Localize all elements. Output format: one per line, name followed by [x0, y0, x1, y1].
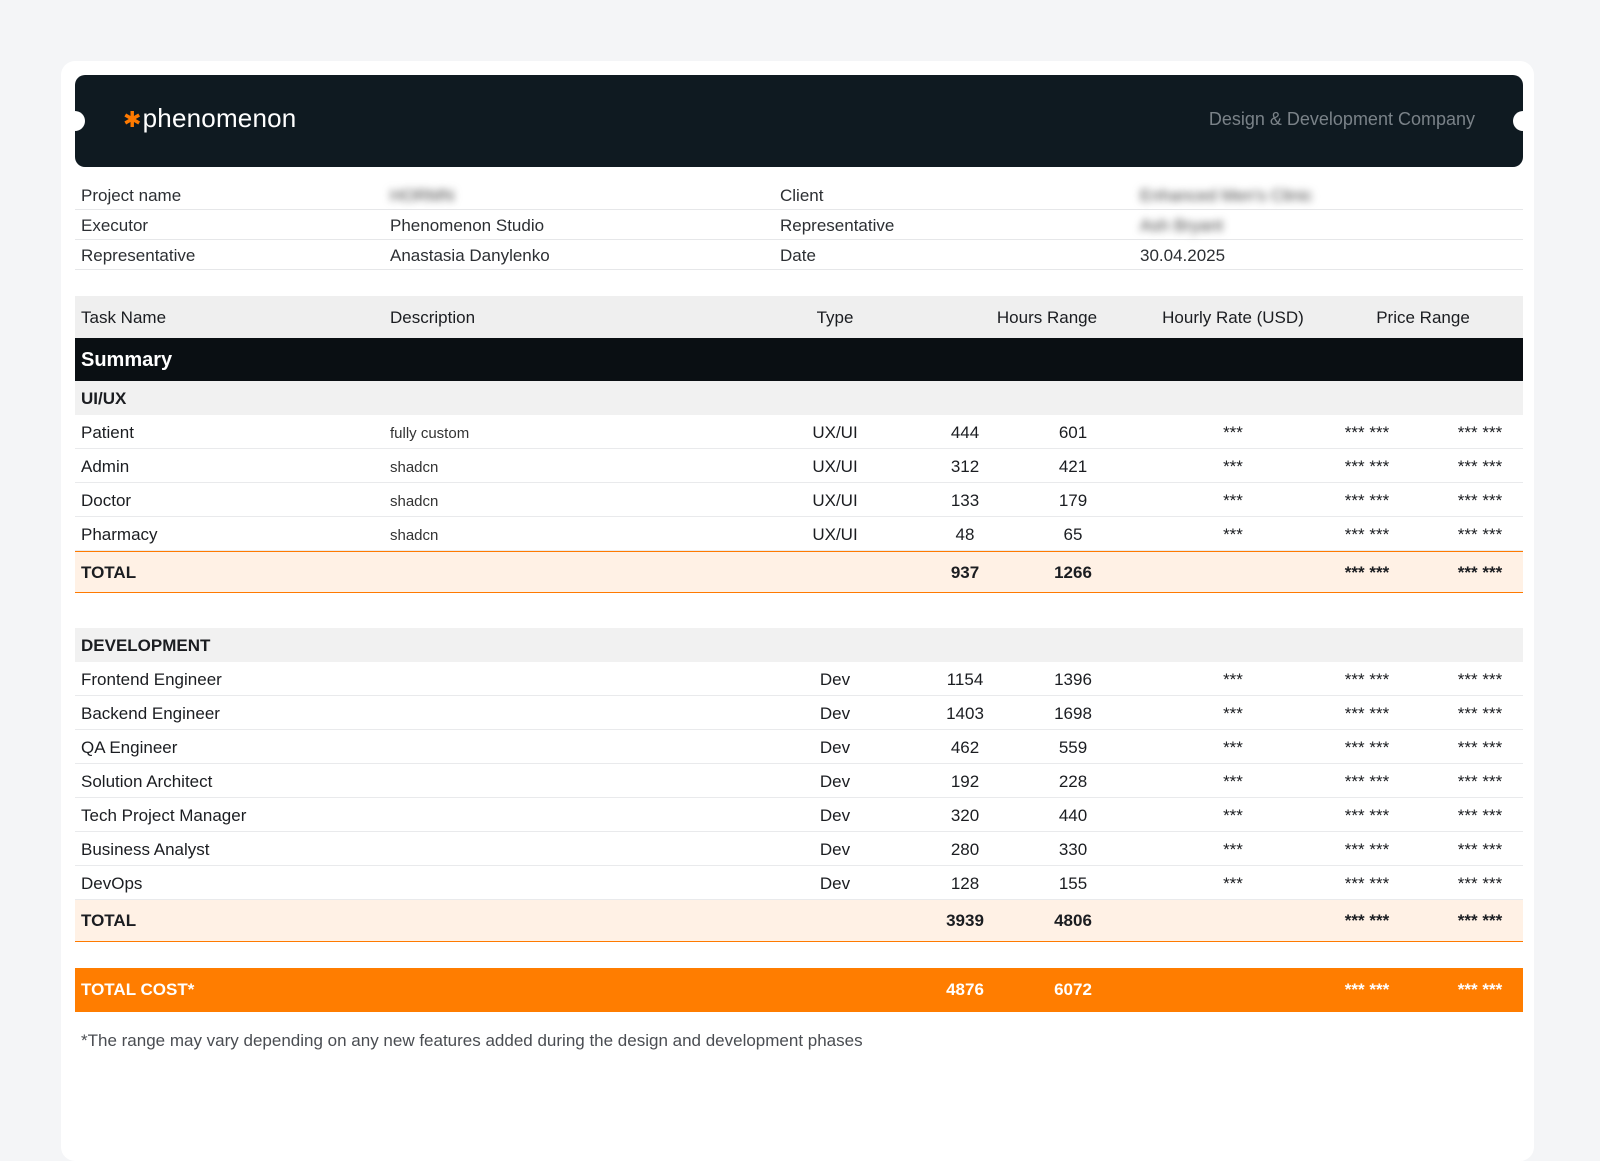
price-max: *** ***: [1457, 525, 1503, 544]
task-name: Tech Project Manager: [81, 806, 247, 825]
company-tagline: Design & Development Company: [1208, 109, 1475, 129]
price-min: *** ***: [1344, 806, 1390, 825]
hourly-rate: ***: [1223, 525, 1243, 544]
summary-bar: [75, 338, 1523, 381]
hourly-rate: ***: [1223, 491, 1243, 510]
hours-max: 559: [1058, 738, 1088, 757]
client-value: Enhanced Men's Clinic: [1140, 186, 1313, 205]
header-description: Description: [390, 308, 476, 327]
task-name: Admin: [81, 457, 130, 476]
hours-min: 1403: [946, 704, 984, 723]
price-max: *** ***: [1457, 457, 1503, 476]
price-max: *** ***: [1457, 738, 1503, 757]
company-logo: [123, 103, 296, 134]
header-price-range: Price Range: [1376, 308, 1470, 327]
task-name: Solution Architect: [81, 772, 213, 791]
hourly-rate: ***: [1223, 457, 1243, 476]
hours-max: 155: [1058, 874, 1088, 893]
hours-max: 1698: [1054, 704, 1092, 723]
date-label: Date: [780, 246, 816, 265]
task-type: Dev: [819, 670, 851, 689]
price-max: *** ***: [1457, 423, 1503, 442]
grand-total-hours-max: 6072: [1054, 980, 1092, 999]
price-min: *** ***: [1344, 491, 1390, 510]
section-title: DEVELOPMENT: [81, 636, 211, 655]
price-min: *** ***: [1344, 525, 1390, 544]
task-name: DevOps: [81, 874, 143, 893]
hours-min: 280: [950, 840, 980, 859]
price-max: *** ***: [1457, 704, 1503, 723]
task-type: UX/UI: [812, 491, 858, 510]
table-row: [75, 517, 1523, 551]
table-row: [75, 866, 1523, 900]
hourly-rate: ***: [1223, 806, 1243, 825]
section-development: [75, 628, 1523, 662]
hours-min: 1154: [946, 670, 984, 689]
hourly-rate: ***: [1223, 670, 1243, 689]
hours-max: 330: [1058, 840, 1088, 859]
info-row-representative: [75, 240, 1523, 270]
task-type: Dev: [819, 704, 851, 723]
project-info: [75, 180, 1523, 270]
task-description: fully custom: [390, 425, 470, 442]
hours-max: 421: [1058, 457, 1088, 476]
section-uiux: [75, 381, 1523, 415]
hours-min: 312: [950, 457, 980, 476]
summary-title: Summary: [81, 349, 173, 371]
uiux-total-row: [75, 551, 1523, 593]
header-notch-left: [75, 111, 85, 131]
executor-representative-label: Representative: [81, 246, 196, 265]
price-min: *** ***: [1344, 457, 1390, 476]
price-max: *** ***: [1457, 806, 1503, 825]
price-max: *** ***: [1457, 772, 1503, 791]
hours-min: 192: [950, 772, 980, 791]
hours-min: 444: [950, 423, 980, 442]
price-min: *** ***: [1344, 874, 1390, 893]
hourly-rate: ***: [1223, 704, 1243, 723]
table-row: [75, 449, 1523, 483]
info-row-executor: [75, 210, 1523, 240]
task-description: shadcn: [390, 493, 439, 510]
project-name-label: Project name: [81, 186, 182, 205]
hourly-rate: ***: [1223, 772, 1243, 791]
hours-max: 179: [1058, 491, 1088, 510]
task-type: UX/UI: [812, 525, 858, 544]
client-label: Client: [780, 186, 824, 205]
table-row: [75, 415, 1523, 449]
table-header: [75, 296, 1523, 338]
price-max: *** ***: [1457, 491, 1503, 510]
price-min: *** ***: [1344, 423, 1390, 442]
hourly-rate: ***: [1223, 874, 1243, 893]
price-max: *** ***: [1457, 670, 1503, 689]
info-row-project: [75, 180, 1523, 210]
total-hours-max: 1266: [1054, 563, 1092, 582]
task-name: QA Engineer: [81, 738, 178, 757]
total-label: TOTAL: [81, 563, 137, 582]
task-name: Frontend Engineer: [81, 670, 222, 689]
grand-total-price-max: *** ***: [1457, 980, 1503, 999]
page-header: [75, 75, 1523, 167]
task-type: Dev: [819, 806, 851, 825]
price-min: *** ***: [1344, 840, 1390, 859]
hourly-rate: ***: [1223, 738, 1243, 757]
task-name: Doctor: [81, 491, 132, 510]
table-row: [75, 730, 1523, 764]
hours-max: 65: [1063, 525, 1083, 544]
hourly-rate: ***: [1223, 423, 1243, 442]
header-hours-range: Hours Range: [996, 308, 1098, 327]
hourly-rate: ***: [1223, 840, 1243, 859]
hours-max: 601: [1058, 423, 1088, 442]
total-hours-min: 3939: [946, 911, 984, 930]
header-type: Type: [816, 308, 854, 327]
price-min: *** ***: [1344, 738, 1390, 757]
hours-min: 462: [950, 738, 980, 757]
header-task-name: Task Name: [81, 308, 167, 327]
header-hourly-rate: Hourly Rate (USD): [1162, 308, 1304, 327]
task-type: UX/UI: [812, 423, 858, 442]
hours-max: 1396: [1054, 670, 1092, 689]
hours-max: 228: [1058, 772, 1088, 791]
executor-value: Phenomenon Studio: [390, 216, 545, 235]
total-price-max: *** ***: [1457, 563, 1503, 582]
table-row: [75, 662, 1523, 696]
hours-max: 440: [1058, 806, 1088, 825]
task-name: Backend Engineer: [81, 704, 220, 723]
total-hours-max: 4806: [1054, 911, 1092, 930]
table-row: [75, 764, 1523, 798]
logo-text: phenomenon: [142, 103, 297, 133]
price-min: *** ***: [1344, 772, 1390, 791]
executor-representative-value: Anastasia Danylenko: [390, 246, 550, 265]
grand-total-row: [75, 968, 1523, 1012]
total-hours-min: 937: [950, 563, 980, 582]
table-row: [75, 696, 1523, 730]
executor-label: Executor: [81, 216, 149, 235]
table-row: [75, 798, 1523, 832]
price-max: *** ***: [1457, 874, 1503, 893]
grand-total-label: TOTAL COST*: [81, 980, 195, 999]
total-price-min: *** ***: [1344, 911, 1390, 930]
table-row: [75, 483, 1523, 517]
client-representative-label: Representative: [780, 216, 895, 235]
price-max: *** ***: [1457, 840, 1503, 859]
asterisk-icon: ✱: [123, 107, 142, 132]
task-type: Dev: [819, 840, 851, 859]
hours-min: 320: [950, 806, 980, 825]
grand-total-hours-min: 4876: [946, 980, 984, 999]
total-price-min: *** ***: [1344, 563, 1390, 582]
table-row: [75, 832, 1523, 866]
task-type: Dev: [819, 772, 851, 791]
price-min: *** ***: [1344, 670, 1390, 689]
task-type: Dev: [819, 738, 851, 757]
price-min: *** ***: [1344, 704, 1390, 723]
task-type: UX/UI: [812, 457, 858, 476]
footnote: *The range may vary depending on any new features added during the design and development phases: [81, 1031, 863, 1050]
client-representative-value: Ash Bryant: [1140, 216, 1224, 235]
section-title: UI/UX: [81, 389, 127, 408]
task-description: shadcn: [390, 527, 439, 544]
total-label: TOTAL: [81, 911, 137, 930]
date-value: 30.04.2025: [1140, 246, 1226, 265]
total-price-max: *** ***: [1457, 911, 1503, 930]
hours-min: 48: [955, 525, 975, 544]
task-name: Pharmacy: [81, 525, 158, 544]
task-type: Dev: [819, 874, 851, 893]
project-name-value: HORMN: [390, 186, 455, 205]
task-description: shadcn: [390, 459, 439, 476]
development-total-row: [75, 900, 1523, 942]
hours-min: 128: [950, 874, 980, 893]
hours-min: 133: [950, 491, 980, 510]
task-name: Business Analyst: [81, 840, 210, 859]
task-name: Patient: [81, 423, 134, 442]
grand-total-price-min: *** ***: [1344, 980, 1390, 999]
header-notch-right: [1513, 111, 1523, 131]
